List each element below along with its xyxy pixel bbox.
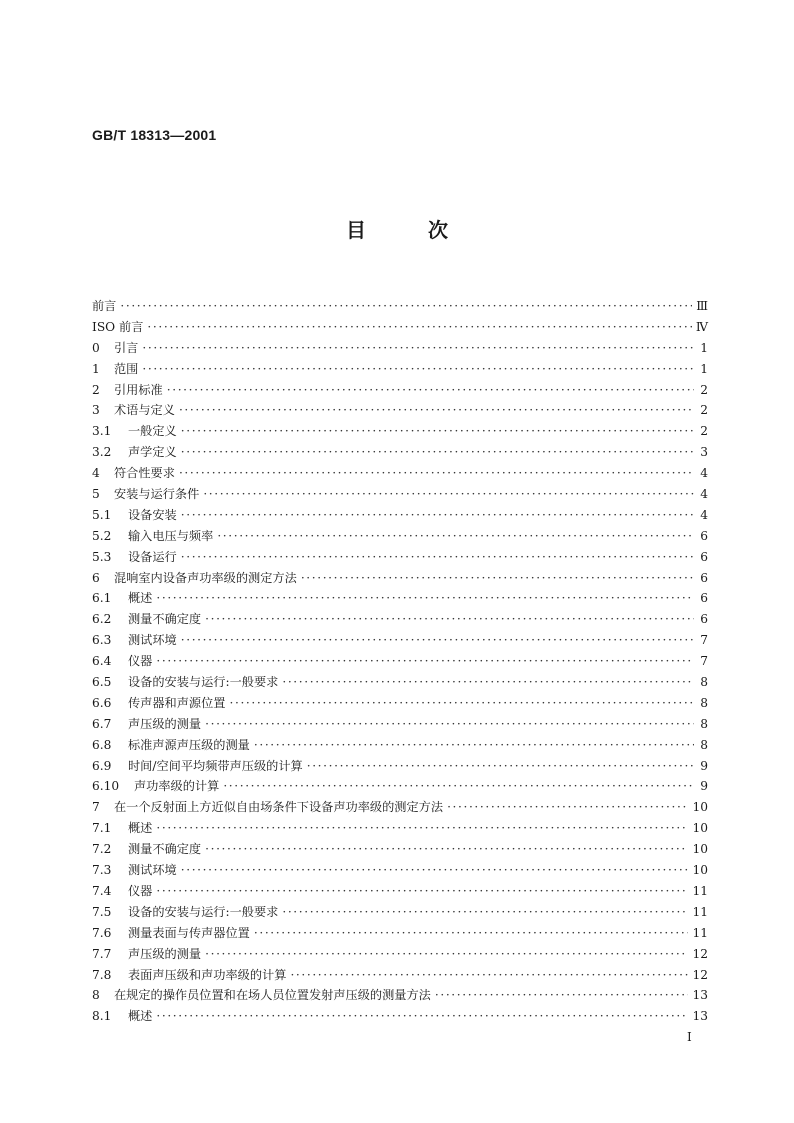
- toc-entry-number: 6.2: [92, 612, 112, 627]
- toc-entry[interactable]: [92, 485, 708, 506]
- toc-entry[interactable]: [92, 464, 708, 485]
- toc-entry-page: 10: [692, 842, 708, 857]
- toc-entry-page: Ⅲ: [696, 299, 708, 313]
- toc-entry-page: 2: [700, 403, 708, 418]
- toc-entry-page: 9: [700, 758, 708, 773]
- toc-entry-number: 7.4: [92, 883, 112, 898]
- toc-entry-number: 7: [92, 800, 100, 815]
- toc-entry[interactable]: [92, 966, 708, 987]
- toc-leader-dots: [205, 717, 694, 731]
- toc-entry-label: 测量表面与传声器位置: [128, 925, 250, 940]
- toc-entry-page: 6: [700, 612, 708, 627]
- toc-entry-page: 11: [692, 904, 708, 919]
- toc-entry-number: 7.1: [92, 821, 112, 836]
- toc-entry[interactable]: [92, 715, 708, 736]
- toc-leader-dots: [156, 591, 694, 605]
- toc-entry[interactable]: [92, 422, 708, 443]
- toc-entry-page: 7: [700, 633, 708, 648]
- toc-entry-label: 在规定的操作员位置和在场人员位置发射声压级的测量方法: [114, 988, 431, 1003]
- toc-title-char: 目: [346, 218, 366, 242]
- toc-entry-page: 12: [692, 967, 708, 982]
- toc-entry-label: 时间/空间平均频带声压级的计算: [128, 758, 303, 773]
- toc-entry-page: 4: [700, 507, 708, 522]
- toc-entry-number: 6.6: [92, 695, 112, 710]
- toc-entry-number: 0: [92, 340, 100, 355]
- standard-code: GB/T 18313—2001: [92, 127, 217, 143]
- toc-entry-page: 4: [700, 466, 708, 481]
- toc-leader-dots: [282, 675, 694, 689]
- toc-leader-dots: [142, 362, 694, 376]
- toc-entry-number: 4: [92, 466, 100, 481]
- toc-entry[interactable]: [92, 297, 708, 318]
- toc-entry-label: 输入电压与频率: [128, 528, 214, 543]
- toc-entry[interactable]: [92, 924, 708, 945]
- toc-leader-dots: [203, 487, 694, 501]
- toc-entry-number: 6.10: [92, 779, 120, 794]
- toc-entry-label: 概述: [128, 591, 153, 606]
- toc-entry-label: 声压级的测量: [128, 946, 202, 961]
- toc-entry[interactable]: [92, 986, 708, 1007]
- toc-entry[interactable]: [92, 401, 708, 422]
- toc-leader-dots: [223, 779, 694, 793]
- toc-entry-page: 10: [692, 821, 708, 836]
- toc-entry-label: 引言: [114, 340, 139, 355]
- toc-entry-label: 概述: [128, 821, 153, 836]
- toc-entry[interactable]: [92, 736, 708, 757]
- toc-entry-page: 8: [700, 737, 708, 752]
- toc-entry-label: 一般定义: [128, 424, 177, 439]
- toc-leader-dots: [181, 863, 689, 877]
- toc-title: [0, 214, 794, 243]
- toc-entry-page: 4: [700, 487, 708, 502]
- toc-entry-label: 设备安装: [128, 507, 177, 522]
- toc-entry-label: 测试环境: [128, 863, 177, 878]
- toc-entry-number: 5: [92, 487, 100, 502]
- toc-entry-label: 声功率级的计算: [134, 779, 220, 794]
- toc-entry[interactable]: [92, 589, 708, 610]
- toc-leader-dots: [301, 571, 694, 585]
- toc-entry-page: 8: [700, 675, 708, 690]
- toc-leader-dots: [254, 926, 689, 940]
- toc-entry-page: 6: [700, 528, 708, 543]
- toc-entry[interactable]: [92, 339, 708, 360]
- toc-entry[interactable]: [92, 673, 708, 694]
- toc-entry-number: 6.4: [92, 654, 112, 669]
- toc-entry[interactable]: [92, 945, 708, 966]
- toc-entry[interactable]: [92, 443, 708, 464]
- toc-entry-number: 6.1: [92, 591, 112, 606]
- toc-entry-label: 设备的安装与运行:一般要求: [128, 675, 279, 690]
- toc-entry-number: 6.9: [92, 758, 112, 773]
- toc-entry-page: 3: [700, 445, 708, 460]
- toc-leader-dots: [447, 800, 688, 814]
- toc-entry-page: 1: [700, 361, 708, 376]
- toc-leader-dots: [147, 320, 691, 334]
- toc-entry-number: 3.2: [92, 445, 112, 460]
- toc-entry-page: 7: [700, 654, 708, 669]
- toc-entry-number: 7.7: [92, 946, 112, 961]
- toc-entry-label: 声学定义: [128, 445, 177, 460]
- toc-leader-dots: [156, 884, 688, 898]
- toc-entry-number: 3.1: [92, 424, 112, 439]
- toc-entry-number: 7.5: [92, 904, 112, 919]
- toc-entry-number: 7.6: [92, 925, 112, 940]
- toc-entry-label: 混响室内设备声功率级的测定方法: [114, 570, 297, 585]
- toc-leader-dots: [181, 633, 694, 647]
- toc-entry[interactable]: [92, 631, 708, 652]
- toc-leader-dots: [205, 842, 688, 856]
- toc-entry-label: 前言: [92, 299, 117, 313]
- toc-entry-number: 5.1: [92, 507, 112, 522]
- toc-leader-dots: [156, 1009, 688, 1023]
- toc-entry-number: 1: [92, 361, 100, 376]
- toc-title-char: 次: [428, 218, 448, 242]
- toc-entry-number: 6.7: [92, 716, 112, 731]
- toc-leader-dots: [156, 821, 688, 835]
- toc-leader-dots: [205, 612, 694, 626]
- toc-entry-page: 1: [700, 340, 708, 355]
- toc-entry-page: 6: [700, 570, 708, 585]
- toc-entry-label: 范围: [114, 361, 139, 376]
- toc-entry[interactable]: [92, 360, 708, 381]
- toc-entry-page: 11: [692, 883, 708, 898]
- toc-entry-number: 6.3: [92, 633, 112, 648]
- toc-leader-dots: [290, 968, 688, 982]
- toc-leader-dots: [181, 445, 694, 459]
- toc-entry-label: 测试环境: [128, 633, 177, 648]
- toc-entry-label: 标准声源声压级的测量: [128, 737, 250, 752]
- toc-entry[interactable]: [92, 506, 708, 527]
- toc-entry-label: 术语与定义: [114, 403, 175, 418]
- toc-entry-label: 安装与运行条件: [114, 487, 200, 502]
- toc-entry-page: 13: [692, 1009, 708, 1024]
- toc-entry-page: 2: [700, 424, 708, 439]
- toc-entry-number: 6.8: [92, 737, 112, 752]
- toc-entry-label: 测量不确定度: [128, 842, 202, 857]
- toc-entry[interactable]: [92, 318, 708, 339]
- toc-entry-label: 在一个反射面上方近似自由场条件下设备声功率级的测定方法: [114, 800, 444, 815]
- toc-entry[interactable]: [92, 381, 708, 402]
- toc-leader-dots: [179, 403, 694, 417]
- toc-entry-page: 2: [700, 382, 708, 397]
- toc-entry-page: 8: [700, 695, 708, 710]
- toc-entry[interactable]: [92, 548, 708, 569]
- toc-entry-number: 3: [92, 403, 100, 418]
- toc-entry-page: Ⅳ: [695, 319, 708, 334]
- toc-entry-page: 13: [692, 988, 708, 1003]
- table-of-contents: [92, 297, 708, 1028]
- toc-leader-dots: [254, 738, 694, 752]
- toc-entry-label: 仪器: [128, 883, 153, 898]
- toc-entry-label: 设备的安装与运行:一般要求: [128, 904, 279, 919]
- toc-entry-label: 设备运行: [128, 549, 177, 564]
- toc-entry-label: ISO 前言: [92, 319, 144, 334]
- toc-entry[interactable]: [92, 903, 708, 924]
- toc-leader-dots: [282, 905, 688, 919]
- toc-entry[interactable]: [92, 819, 708, 840]
- toc-leader-dots: [167, 383, 694, 397]
- toc-entry-number: 8.1: [92, 1009, 112, 1024]
- toc-entry-number: 5.3: [92, 549, 112, 564]
- toc-entry-number: 2: [92, 382, 100, 397]
- toc-leader-dots: [181, 508, 694, 522]
- toc-leader-dots: [205, 947, 688, 961]
- toc-entry-number: 5.2: [92, 528, 112, 543]
- toc-entry[interactable]: [92, 652, 708, 673]
- toc-entry-page: 8: [700, 716, 708, 731]
- toc-leader-dots: [156, 654, 694, 668]
- toc-entry-page: 11: [692, 925, 708, 940]
- toc-entry-page: 9: [700, 779, 708, 794]
- toc-leader-dots: [217, 529, 694, 543]
- toc-entry-label: 仪器: [128, 654, 153, 669]
- toc-entry-label: 概述: [128, 1009, 153, 1024]
- toc-entry[interactable]: [92, 694, 708, 715]
- toc-entry-number: 8: [92, 988, 100, 1003]
- toc-entry[interactable]: [92, 527, 708, 548]
- toc-leader-dots: [435, 988, 689, 1002]
- toc-entry-number: 7.3: [92, 863, 112, 878]
- toc-entry[interactable]: [92, 1007, 708, 1028]
- toc-entry-label: 测量不确定度: [128, 612, 202, 627]
- toc-entry[interactable]: [92, 610, 708, 631]
- toc-leader-dots: [181, 424, 694, 438]
- toc-entry[interactable]: [92, 777, 708, 798]
- toc-leader-dots: [230, 696, 695, 710]
- toc-entry-number: 6.5: [92, 675, 112, 690]
- toc-entry-number: 7.2: [92, 842, 112, 857]
- toc-leader-dots: [181, 550, 694, 564]
- toc-entry[interactable]: [92, 798, 708, 819]
- toc-entry[interactable]: [92, 840, 708, 861]
- page-number: Ⅰ: [687, 1030, 692, 1044]
- toc-leader-dots: [142, 341, 694, 355]
- toc-entry[interactable]: [92, 882, 708, 903]
- toc-entry[interactable]: [92, 569, 708, 590]
- toc-entry-label: 符合性要求: [114, 466, 175, 481]
- toc-entry-page: 6: [700, 549, 708, 564]
- toc-entry-label: 传声器和声源位置: [128, 695, 226, 710]
- toc-leader-dots: [120, 299, 692, 313]
- toc-entry-page: 6: [700, 591, 708, 606]
- toc-entry-number: 6: [92, 570, 100, 585]
- toc-entry-label: 声压级的测量: [128, 716, 202, 731]
- toc-entry-number: 7.8: [92, 967, 112, 982]
- toc-entry-page: 10: [692, 863, 708, 878]
- toc-entry-label: 表面声压级和声功率级的计算: [128, 967, 287, 982]
- toc-entry-page: 12: [692, 946, 708, 961]
- toc-entry-page: 10: [692, 800, 708, 815]
- toc-leader-dots: [179, 466, 694, 480]
- toc-leader-dots: [307, 759, 694, 773]
- toc-entry-label: 引用标准: [114, 382, 163, 397]
- toc-entry[interactable]: [92, 757, 708, 778]
- toc-entry[interactable]: [92, 861, 708, 882]
